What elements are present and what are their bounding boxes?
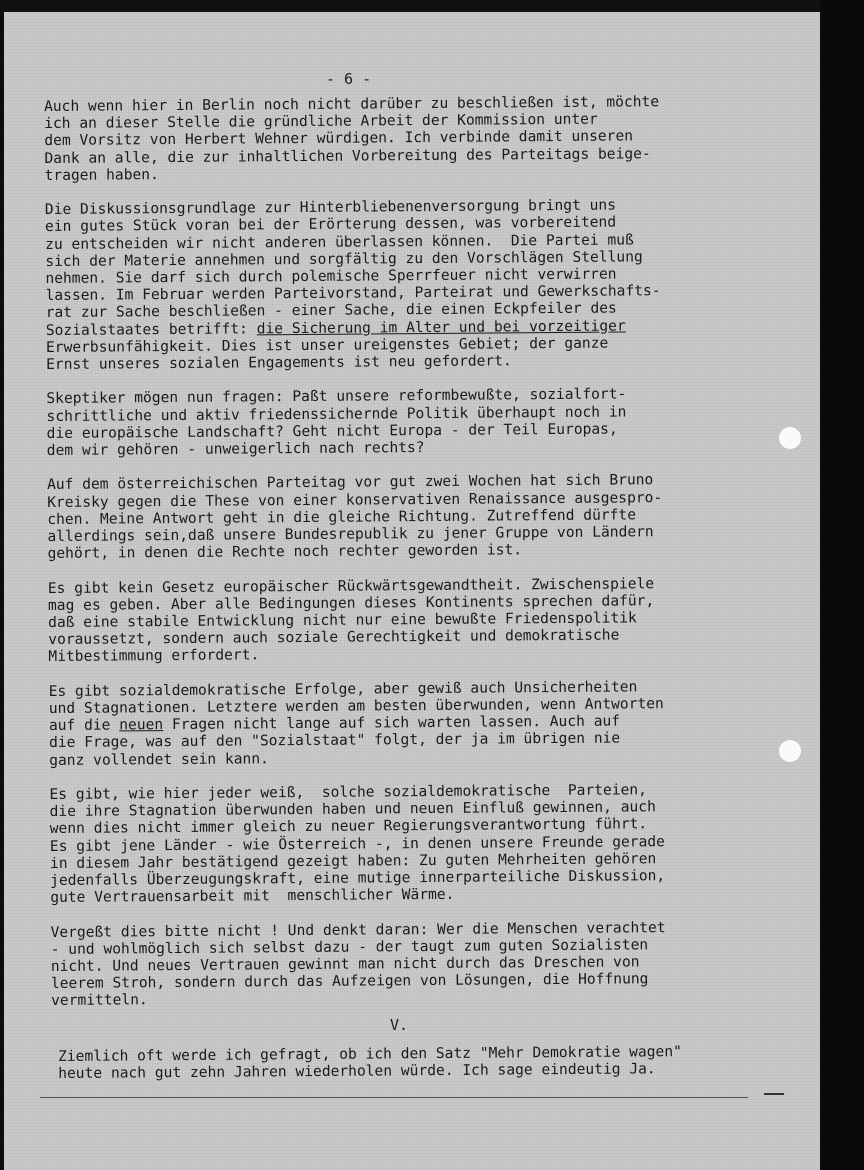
text-segment: Fragen nicht lange auf sich warten lassen. Auch auf <box>163 712 621 734</box>
text-line: Mitbestimmung erfordert. <box>48 646 260 666</box>
text-line: Ernst unseres sozialen Engagements ist neu gefordert. <box>46 352 512 374</box>
text-line: die europäische Landschaft? Geht nicht Europa - der Teil Europas, <box>46 420 618 442</box>
scan-right-border <box>820 0 864 1170</box>
text-line: zu entscheiden wir nicht anderen überlassen können. Die Partei muß <box>45 230 634 253</box>
text-line: ich an dieser Stelle die gründliche Arbeit der Kommission unter <box>44 110 598 133</box>
paragraph-6 <box>49 677 780 769</box>
underlined-phrase: die Sicherung im Alter und bei vorzeitiger <box>256 317 626 337</box>
text-line: Kreisky gegen die These von einer konservativen Renaissance ausgespro- <box>47 488 663 511</box>
text-line: Es gibt sozialdemokratische Erfolge, aber gewiß auch Unsicherheiten <box>48 678 638 700</box>
text-line: vermitteln. <box>51 991 148 1010</box>
text-line: allerdings sein,daß unsere Bundesrepublik zu jener Gruppe von Ländern <box>47 523 654 546</box>
text-line: daß eine stabile Entwicklung nicht nur eine bewußte Friedenspolitik <box>48 609 637 632</box>
text-line: gute Vertrauensarbeit mit menschlicher Wärme. <box>50 886 455 907</box>
bottom-rule-mark <box>764 1093 784 1095</box>
text-line: Auf dem österreichischen Parteitag vor gut zwei Wochen hat sich Bruno <box>46 471 654 494</box>
paragraph-2 <box>45 195 776 373</box>
text-line: - und wohlmöglich sich selbst dazu - der taugt zum guten Sozialisten <box>50 936 649 958</box>
paragraph-4 <box>47 471 778 563</box>
text-line: Es gibt, wie hier jeder weiß, solche sozialdemokratische Parteien, <box>49 781 647 804</box>
section-heading: V. <box>390 1016 409 1034</box>
paragraph-5 <box>48 574 779 666</box>
paragraph-8 <box>50 918 781 1010</box>
text-line: Vergeßt dies bitte nicht ! Und denkt daran: Wer die Menschen verachtet <box>50 918 666 941</box>
text-line: gehört, in denen die Rechte noch rechter geworden ist. <box>47 541 523 563</box>
bottom-rule <box>40 1097 748 1098</box>
text-line: ganz vollendet sein kann. <box>49 749 269 769</box>
paragraph-7 <box>49 780 780 906</box>
punch-hole-upper <box>779 427 801 449</box>
text-line: heute nach gut zehn Jahren wiederholen würde. Ich sage eindeutig Ja. <box>58 1060 656 1083</box>
text-line: Ziemlich oft werde ich gefragt, ob ich den Satz "Mehr Demokratie wagen" <box>58 1043 682 1065</box>
text-line: Die Diskussionsgrundlage zur Hinterbliebenenversorgung bringt uns <box>44 196 617 219</box>
text-line: die Frage, was auf den "Sozialstaat" folgt, der ja im übrigen nie <box>48 729 621 752</box>
text-segment: auf die <box>48 716 120 735</box>
text-line: leerem Stroh, sondern durch das Aufzeigen von Lösungen, die Hoffnung <box>50 970 649 993</box>
text-line: und Stagnationen. Letztere werden am besten überwunden, wenn Antworten <box>48 695 664 718</box>
text-line: Es gibt jene Länder - wie Österreich -, in denen unsere Freunde gerade <box>49 832 665 855</box>
text-segment: Sozialstaates betrifft: <box>45 319 257 339</box>
text-line: nehmen. Sie darf sich durch polemische Sperrfeuer nicht verwirren <box>45 265 617 288</box>
text-line: jedenfalls Überzeugungskraft, eine mutige innerparteiliche Diskussion, <box>50 867 666 890</box>
text-line: die ihre Stagnation überwunden haben und neuen Einfluß gewinnen, auch <box>49 798 656 821</box>
body-text <box>44 92 781 1027</box>
punch-hole-lower <box>779 740 801 762</box>
text-line: in diesem Jahr bestätigend gezeigt haben: Zu guten Mehrheiten gehören <box>49 850 657 872</box>
text-line: chen. Meine Antwort geht in die gleiche Richtung. Zutreffend dürfte <box>47 506 637 528</box>
closing-paragraph <box>58 1042 788 1082</box>
text-line: rat zur Sache beschließen - einer Sache, die einen Eckpfeiler des <box>45 299 617 322</box>
text-line: voraussetzt, sondern auch soziale Gerechtigkeit und demokratische <box>48 626 620 649</box>
text-line: wenn dies nicht immer gleich zu neuer Regierungsverantwortung führt. <box>49 815 648 838</box>
text-line: Skeptiker mögen nun fragen: Paßt unsere reformbewußte, sozialfort- <box>46 385 627 408</box>
text-line: sich der Materie annehmen und sorgfältig zu den Vorschlägen Stellung <box>45 248 643 270</box>
text-line: Dank an alle, die zur inhaltlichen Vorbereitung des Parteitags beige- <box>44 144 651 167</box>
text-line: tragen haben. <box>44 165 159 184</box>
page-number: - 6 - <box>326 70 372 88</box>
text-line: dem wir gehören - unweigerlich nach rechts? <box>46 439 425 460</box>
text-line: mag es geben. Aber alle Bedingungen dieses Kontinents sprechen dafür, <box>47 592 655 614</box>
text-line: ein gutes Stück voran bei der Erörterung dessen, was vorbereitend <box>44 213 617 236</box>
text-line: Auch wenn hier in Berlin noch nicht darüber zu beschließen ist, möchte <box>44 93 660 115</box>
text-line: Es gibt kein Gesetz europäischer Rückwärtsgewandtheit. Zwischenspiele <box>47 574 655 597</box>
paragraph-3 <box>46 385 777 460</box>
paragraph-1 <box>44 92 775 184</box>
underlined-phrase: neuen <box>119 716 164 734</box>
text-line: Erwerbsunfähigkeit. Dies ist unser ureigenstes Gebiet; der ganze <box>45 334 609 356</box>
text-line: dem Vorsitz von Herbert Wehner würdigen. Ich verbinde damit unseren <box>44 127 634 150</box>
text-line: schrittliche und aktiv friedenssichernde Politik überhaupt noch in <box>46 403 627 425</box>
text-line: lassen. Im Februar werden Parteivorstand, Parteirat und Gewerkschafts- <box>45 282 661 305</box>
text-line: nicht. Und neues Vertrauen gewinnt man nicht durch das Dreschen von <box>50 953 640 976</box>
